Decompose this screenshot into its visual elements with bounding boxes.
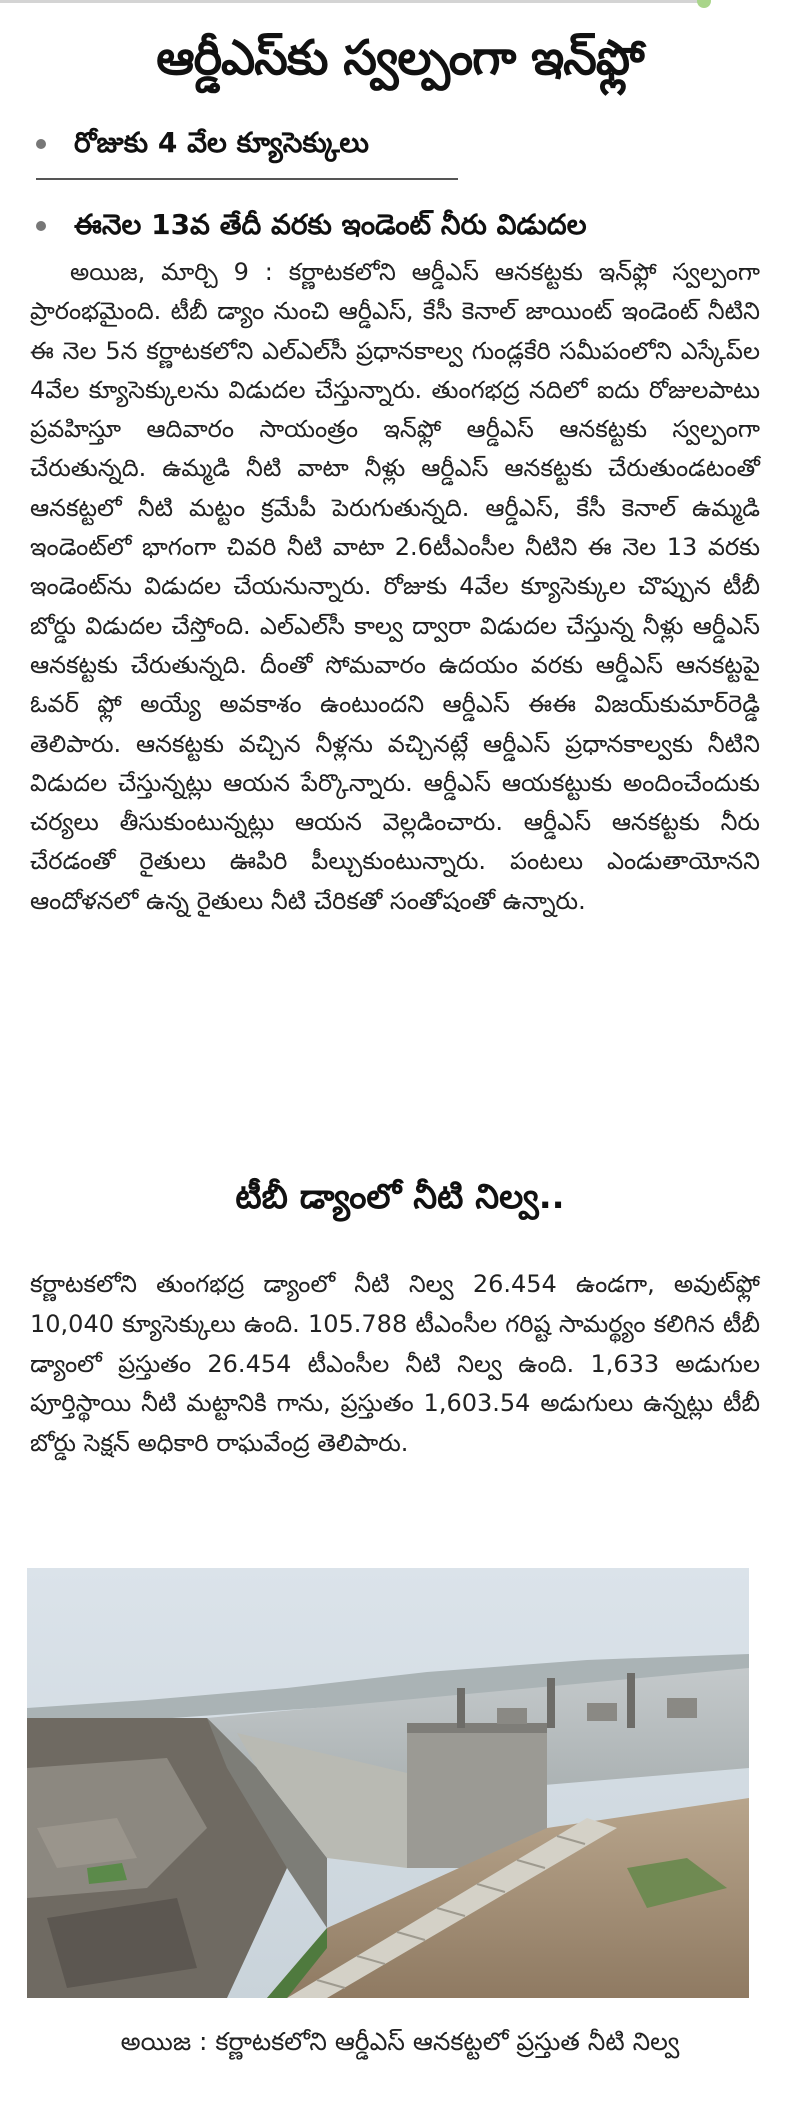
- article-body: [30, 253, 760, 921]
- dam-photo-illustration: [27, 1568, 749, 1998]
- subhead-1-text: రోజుకు 4 వేల క్యూసెక్కులు: [74, 126, 369, 159]
- bullet-icon: [36, 221, 46, 231]
- dam-photo: [27, 1568, 749, 1998]
- corner-marker-icon: [697, 0, 711, 8]
- section-title: టీబీ డ్యాంలో నీటి నిల్వ..: [235, 1177, 565, 1217]
- top-divider: [0, 0, 705, 3]
- photo-caption: అయిజ : కర్ణాటకలోని ఆర్డీఎస్‌ ఆనకట్టలో ప్రస్తుత నీటి నిల్వ: [120, 2027, 680, 2056]
- article-body-text: అయిజ, మార్చి 9 : కర్ణాటకలోని ఆర్డీఎస్‌ ఆనకట్టకు ఇన్‌ఫ్లో స్వల్పంగా ప్రారంభమైంది. టీబీ డ్యాం నుంచి ఆర్డీఎస్‌, కేసీ కెనాల్‌ జాయింట్‌ ఇండెంట్‌ నీటిని ఈ నెల 5న కర్ణాటకలోని ఎల్‌ఎల్‌సీ ప్రధానకాల్వ గుండ్లకేరి సమీపంలోని ఎస్కేప్‌ల 4వేల క్యూసెక్కులను విడుదల చేస్తున్నారు. తుంగభద్ర నదిలో ఐదు రోజులపాటు ప్రవహిస్తూ ఆదివారం సాయంత్రం ఇన్‌ఫ్లో ఆర్డీఎస్‌ ఆనకట్టకు స్వల్పంగా చేరుతున్నది. ఉమ్మడి నీటి వాటా నీళ్లు ఆర్డీఎస్‌ ఆనకట్టకు చేరుతుండటంతో ఆనకట్టలో నీటి మట్టం క్రమేపీ పెరుగుతున్నది. ఆర్డీఎస్‌, కేసీ కెనాల్‌ ఉమ్మడి ఇండెంట్‌లో భాగంగా చివరి నీటి వాటా 2.6టీఎంసీల నీటిని ఈ నెల 13 వరకు ఇండెంట్‌ను విడుదల చేయనున్నారు. రోజుకు 4వేల క్యూసెక్కుల చొప్పున టీబీ బోర్డు విడుదల చేస్తోంది. ఎల్‌ఎల్‌సీ కాల్వ ద్వారా విడుదల చేస్తున్న నీళ్లు ఆర్డీఎస్‌ ఆనకట్టకు చేరుతున్నది. దీంతో సోమవారం ఉదయం వరకు ఆర్డీఎస్‌ ఆనకట్టపై ఓవర్‌ ఫ్లో అయ్యే అవకాశం ఉంటుందని ఆర్డీఎస్‌ ఈఈ విజయ్‌కుమార్‌రెడ్డి తెలిపారు. ఆనకట్టకు వచ్చిన నీళ్లను వచ్చినట్లే ఆర్డీఎస్‌ ప్రధానకాల్వకు నీటిని విడుదల చేస్తున్నట్లు ఆయన పేర్కొన్నారు. ఆర్డీఎస్‌ ఆయకట్టుకు అందించేందుకు చర్యలు తీసుకుంటున్నట్లు ఆయన వెల్లడించారు. ఆర్డీఎస్‌ ఆనకట్టకు నీరు చేరడంతో రైతులు ఊపిరి పీల్చుకుంటున్నారు. పంటలు ఎండుతాయోనని ఆందోళనలో ఉన్న రైతులు నీటి చేరికతో సంతోషంతో ఉన్నారు.: [30, 258, 760, 915]
- section-body: [30, 1265, 760, 1464]
- article-headline: ఆర్డీఎస్‌కు స్వల్పంగా ఇన్‌ఫ్లో: [156, 30, 644, 86]
- subhead-underline: [36, 178, 458, 180]
- subhead-1: [36, 125, 369, 161]
- bullet-icon: [36, 139, 46, 149]
- section-body-text: కర్ణాటకలోని తుంగభద్ర డ్యాంలో నీటి నిల్వ 26.454 ఉండగా, అవుట్‌ఫ్లో 10,040 క్యూసెక్కులు ఉంది. 105.788 టీఎంసీల గరిష్ట సామర్థ్యం కలిగిన టీబీ డ్యాంలో ప్రస్తుతం 26.454 టీఎంసీల నీటి నిల్వ ఉంది. 1,633 అడుగుల పూర్తిస్థాయి నీటి మట్టానికి గాను, ప్రస్తుతం 1,603.54 అడుగులు ఉన్నట్లు టీబీ బోర్డు సెక్షన్‌ అధికారి రాఘవేంద్ర తెలిపారు.: [30, 1270, 760, 1458]
- subhead-2: [36, 207, 587, 243]
- subhead-2-text: ఈనెల 13వ తేదీ వరకు ఇండెంట్‌ నీరు విడుదల: [74, 208, 587, 241]
